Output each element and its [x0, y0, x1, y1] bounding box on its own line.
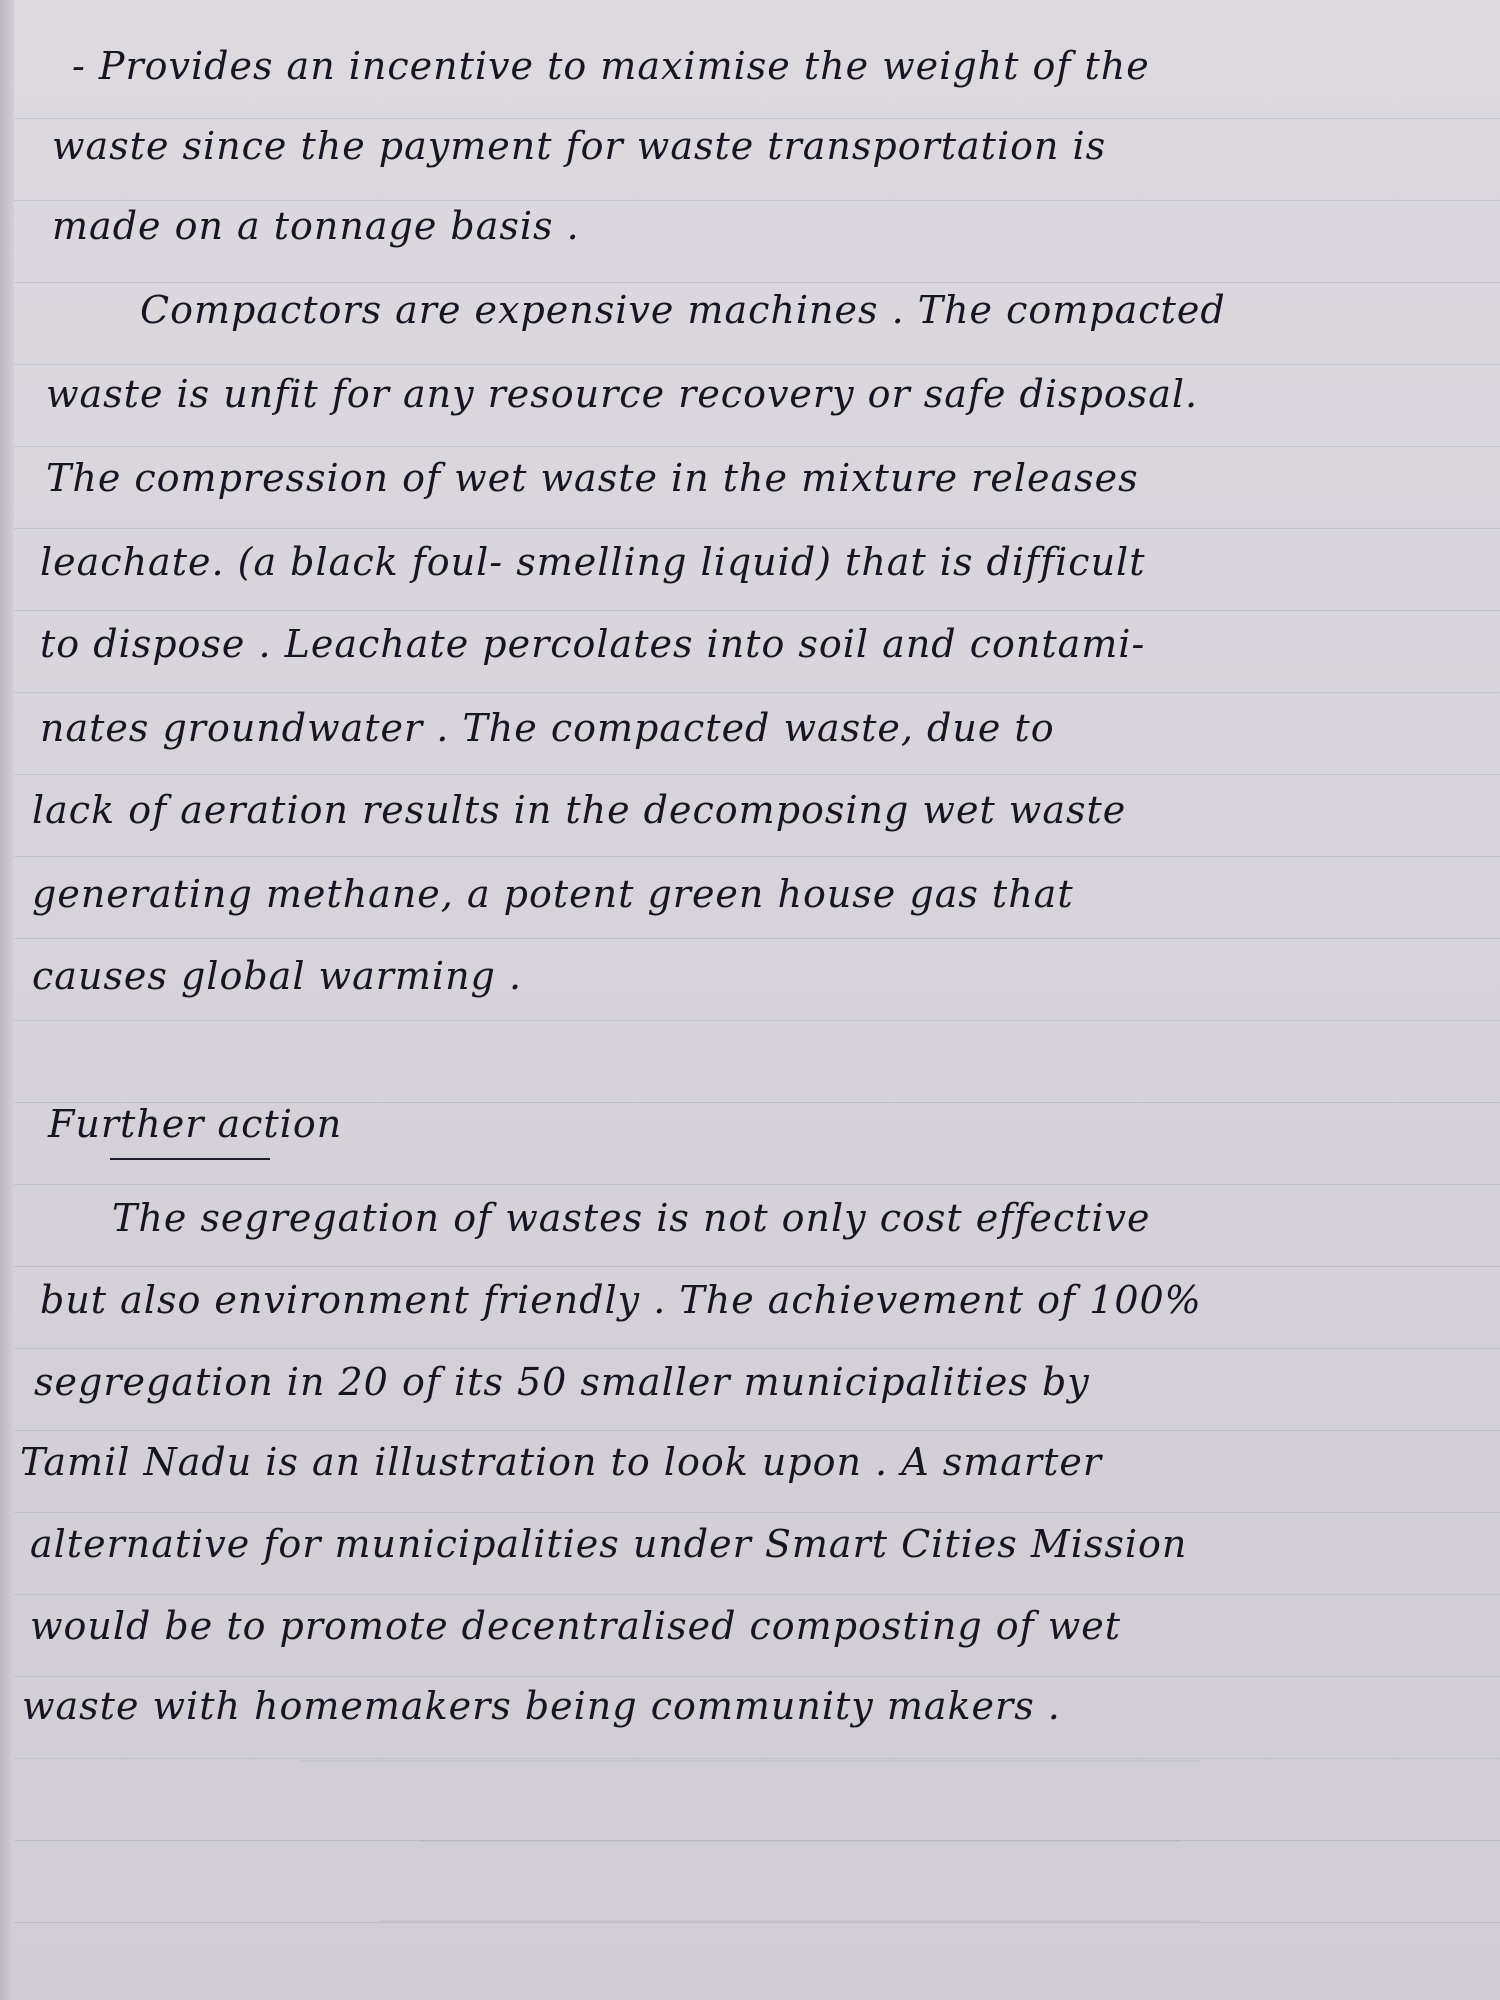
- line-text: made on a tonnage basis .: [52, 204, 580, 248]
- text-line: [0, 272, 1500, 348]
- line-text: causes global warming .: [32, 954, 523, 998]
- show-through-mark: [300, 1760, 1200, 1762]
- line-text: alternative for municipalities under Smart Cities Mission: [30, 1522, 1188, 1566]
- line-text: generating methane, a potent green house gas that: [32, 872, 1074, 916]
- line-text: The compression of wet waste in the mixture releases: [46, 456, 1139, 500]
- text-line: [0, 772, 1500, 848]
- line-text: waste since the payment for waste transportation is: [52, 124, 1107, 168]
- ruled-line: [14, 1922, 1500, 1923]
- text-line: [0, 606, 1500, 682]
- line-text: but also environment friendly . The achievement of 100%: [40, 1278, 1202, 1322]
- text-line: [0, 188, 1500, 264]
- line-text: segregation in 20 of its 50 smaller municipalities by: [34, 1360, 1090, 1404]
- ruled-line: [14, 1758, 1500, 1759]
- line-text: would be to promote decentralised composting of wet: [30, 1604, 1122, 1648]
- text-line: [0, 356, 1500, 432]
- text-line: [0, 1588, 1500, 1664]
- show-through-mark: [380, 1920, 1200, 1922]
- section-heading: [0, 1086, 1500, 1162]
- text-line: [0, 524, 1500, 600]
- line-text: Compactors are expensive machines . The compacted: [140, 288, 1226, 332]
- text-line: [0, 440, 1500, 516]
- text-line: [0, 1506, 1500, 1582]
- line-text: waste with homemakers being community makers .: [22, 1684, 1061, 1728]
- line-text: - Provides an incentive to maximise the weight of the: [72, 44, 1150, 88]
- line-text: The segregation of wastes is not only cost effective: [112, 1196, 1151, 1240]
- text-line: [0, 1344, 1500, 1420]
- text-line: [0, 28, 1500, 104]
- heading-underline: [110, 1158, 270, 1160]
- line-text: lack of aeration results in the decomposing wet waste: [32, 788, 1127, 832]
- line-text: waste is unfit for any resource recovery or safe disposal.: [46, 372, 1199, 416]
- text-line: [0, 938, 1500, 1014]
- heading-text: Further action: [48, 1102, 343, 1146]
- text-line: [0, 108, 1500, 184]
- text-line: [0, 690, 1500, 766]
- text-line: [0, 1180, 1500, 1256]
- line-text: to dispose . Leachate percolates into soil and contami-: [40, 622, 1146, 666]
- text-line: [0, 1668, 1500, 1744]
- text-line: [0, 856, 1500, 932]
- text-line: [0, 1424, 1500, 1500]
- line-text: nates groundwater . The compacted waste, due to: [40, 706, 1055, 750]
- show-through-mark: [420, 1840, 1180, 1842]
- line-text: Tamil Nadu is an illustration to look upon . A smarter: [20, 1440, 1103, 1484]
- text-line: [0, 1262, 1500, 1338]
- line-text: leachate. (a black foul- smelling liquid) that is difficult: [40, 540, 1146, 584]
- ruled-line: [14, 1020, 1500, 1021]
